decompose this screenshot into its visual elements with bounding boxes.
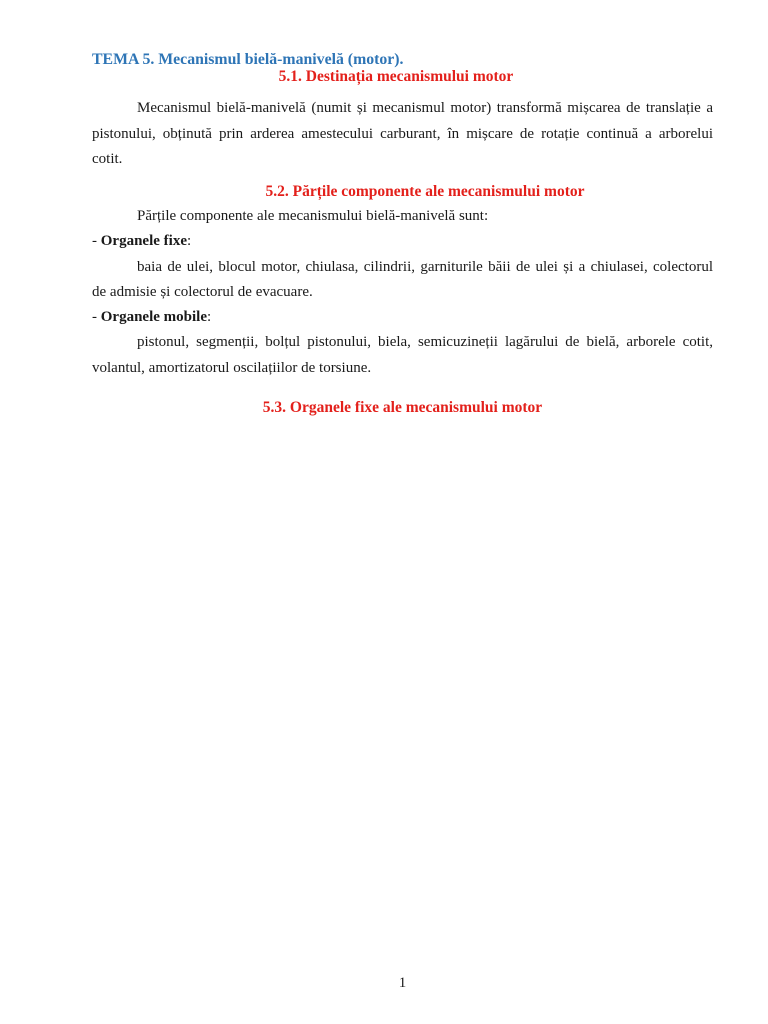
section-heading-5-3: 5.3. Organele fixe ale mecanismului motor — [262, 399, 543, 416]
components-intro: Părțile componente ale mecanismului bielă-manivelă sunt: — [137, 208, 489, 224]
document-title: TEMA 5. Mecanismul bielă-manivelă (motor). — [92, 51, 404, 68]
group-text-line: volantul, amortizatorul oscilațiilor de torsiune. — [92, 359, 372, 376]
section-heading-5-1: 5.1. Destinația mecanismului motor — [278, 68, 514, 85]
paragraph-line: Mecanismul bielă-manivelă (numit și mecanismul motor) transformă mișcarea de translație a — [137, 100, 713, 116]
paragraph-destination — [92, 96, 713, 173]
list-bullet: - — [92, 233, 97, 250]
group-label-suffix: : — [206, 309, 212, 326]
paragraph-line: pistonului, obținută prin arderea amestecului carburant, în mișcare de rotație continuă a arborelui — [92, 125, 713, 142]
group-text-line: baia de ulei, blocul motor, chiulasa, cilindrii, garniturile băii de ulei și a chiulasei, colectorul — [137, 258, 713, 275]
list-bullet: - — [92, 309, 97, 326]
group-label-fixed-parts — [92, 229, 713, 254]
group-label-suffix: : — [186, 233, 192, 250]
group-label-text: Organele fixe — [100, 233, 187, 250]
components-section — [92, 204, 713, 381]
page-number: 1 — [398, 975, 407, 991]
group-text-line: pistonul, segmenții, bolțul pistonului, biela, semicuzineții lagărului de bielă, arborele cotit, — [137, 334, 713, 351]
group-text-line: de admisie și colectorul de evacuare. — [92, 283, 313, 300]
section-heading-5-2: 5.2. Părțile componente ale mecanismului motor — [265, 183, 585, 200]
group-label-moving-parts — [92, 305, 713, 330]
paragraph-line: cotit. — [92, 151, 123, 167]
group-label-text: Organele mobile — [100, 309, 207, 326]
